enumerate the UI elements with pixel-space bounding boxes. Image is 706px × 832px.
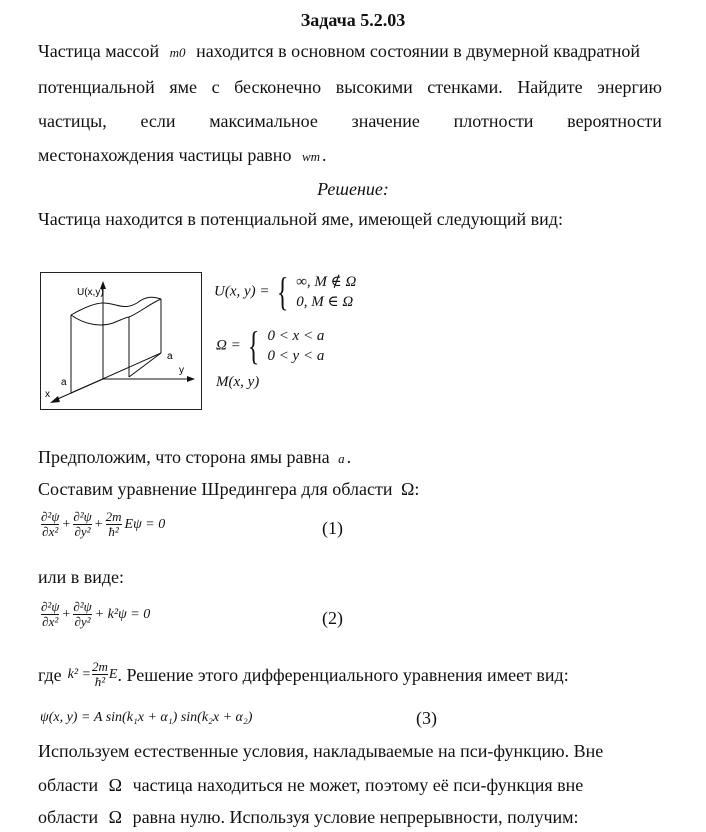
numerator: ∂²ψ — [73, 599, 92, 614]
well-description: Частица находится в потенциальной яме, имеющей следующий вид: — [38, 209, 563, 229]
potential-cases — [296, 272, 356, 312]
equation-1 — [40, 510, 165, 539]
fraction-2m-hbar2 — [92, 660, 108, 689]
region-cases — [267, 326, 324, 366]
numerator: ∂²ψ — [41, 509, 60, 524]
problem-line-1 — [38, 40, 662, 64]
potential-definition — [214, 269, 357, 314]
energy-symbol: E — [108, 666, 118, 682]
conditions-line-2 — [38, 774, 662, 796]
or-form-line: или в виде: — [38, 567, 125, 587]
numerator: ∂²ψ — [41, 599, 60, 614]
top-surface-front — [71, 315, 129, 325]
text-fragment: равна нулю. Используя условие непрерывности, получим: — [132, 807, 579, 827]
denominator: ħ² — [94, 674, 106, 689]
where-line — [38, 660, 662, 689]
potential-lhs: U(x, y) = — [214, 283, 270, 300]
omega-symbol: Ω — [400, 479, 415, 499]
word: стенками. — [427, 77, 503, 97]
word: плотности — [453, 111, 534, 131]
numerator: 2m — [105, 509, 122, 524]
denominator: ħ² — [108, 524, 119, 539]
conditions-line-3 — [38, 806, 662, 828]
potential-well-figure — [40, 272, 202, 410]
where-word: где — [38, 664, 62, 685]
omega-symbol: Ω — [108, 775, 123, 795]
word: бесконечно — [234, 77, 322, 97]
word: энергию — [597, 77, 662, 97]
potential-case-infinite: ∞, M ∉ Ω — [296, 274, 357, 290]
denominator: ∂x² — [42, 524, 59, 539]
text-fragment: области — [38, 807, 99, 827]
side-a-right-label: a — [167, 351, 173, 362]
assume-line — [38, 446, 662, 470]
text-fragment: . Решение этого дифференциального уравнения имеет вид: — [117, 664, 569, 685]
colon: : — [414, 479, 420, 499]
y-axis-arrow — [187, 376, 195, 382]
conditions-line-1: Используем естественные условия, накладываемые на пси-функцию. Вне — [38, 741, 604, 761]
omega-symbol: Ω — [108, 807, 123, 827]
word: частицы, — [38, 111, 107, 131]
word: максимальное — [209, 111, 318, 131]
point-definition: M(x, y) — [216, 374, 260, 390]
word: яме — [169, 77, 197, 97]
solution-heading: Решение: — [317, 179, 389, 199]
word: если — [140, 111, 176, 131]
word: высокими — [335, 77, 413, 97]
word: Найдите — [517, 77, 583, 97]
equation-3-number: (3) — [416, 708, 437, 728]
u-axis-label: U(x,y) — [77, 287, 104, 298]
text-fragment: местонахождения частицы равно — [38, 145, 292, 165]
equation-2-number: (2) — [322, 608, 343, 628]
text-fragment: Составим уравнение Шредингера для области — [38, 479, 393, 499]
text-fragment: частица находиться не может, поэтому её пси-функция вне — [132, 775, 584, 795]
period: . — [322, 145, 327, 165]
plus-sign: + — [62, 516, 71, 532]
equation-1-number: (1) — [322, 518, 343, 538]
text-fragment: области — [38, 775, 99, 795]
side-symbol: a — [338, 451, 345, 466]
region-x-bounds: 0 < x < a — [267, 328, 325, 344]
x-axis-label: x — [45, 389, 50, 400]
x-axis-arrow — [50, 396, 60, 403]
mass-symbol: m0 — [169, 45, 186, 60]
period: . — [346, 447, 352, 467]
equation-tail: Eψ = 0 — [124, 516, 166, 532]
equation-tail: + k²ψ = 0 — [94, 606, 151, 622]
top-surface-right — [129, 299, 161, 317]
max-density-symbol: wm — [301, 149, 321, 164]
fraction-2m-hbar2 — [106, 510, 122, 539]
equation-2 — [40, 600, 150, 629]
word: значение — [351, 111, 420, 131]
y-axis-label: y — [179, 365, 184, 376]
numerator: ∂²ψ — [73, 509, 92, 524]
text-fragment: Частица массой — [38, 41, 160, 61]
fraction-d2psi-dx2 — [41, 510, 59, 539]
denominator: ∂y² — [74, 614, 91, 629]
problem-line-3 — [38, 110, 662, 132]
potential-case-zero: 0, M ∈ Ω — [296, 294, 354, 310]
fraction-d2psi-dx2 — [41, 600, 59, 629]
problem-line-2 — [38, 76, 662, 98]
problem-line-4 — [38, 144, 662, 168]
base-front-edge — [71, 353, 161, 393]
text-fragment: находится в основном состоянии в двумерной квадратной — [196, 41, 641, 61]
region-y-bounds: 0 < y < a — [267, 348, 325, 364]
left-brace: { — [248, 323, 260, 368]
page-title: Задача 5.2.03 — [300, 10, 406, 30]
plus-sign: + — [94, 516, 103, 532]
schrodinger-line — [38, 478, 662, 500]
fraction-d2psi-dy2 — [73, 510, 91, 539]
denominator: ∂x² — [42, 614, 59, 629]
word: с — [211, 77, 220, 97]
plus-sign: + — [62, 606, 71, 622]
numerator: 2m — [92, 659, 108, 674]
text-fragment: Предположим, что сторона ямы равна — [38, 447, 330, 467]
fraction-d2psi-dy2 — [73, 600, 91, 629]
region-lhs: Ω = — [216, 337, 241, 354]
word: вероятности — [567, 111, 662, 131]
well-diagram — [41, 273, 201, 409]
word: потенциальной — [38, 77, 155, 97]
denominator: ∂y² — [74, 524, 91, 539]
region-definition — [216, 323, 325, 368]
left-brace: { — [277, 269, 289, 314]
equation-3: ψ(x, y) = A sin(k₁x + α₁) sin(k₂x + α₂) — [40, 710, 253, 725]
side-a-left-label: a — [61, 377, 67, 388]
k-squared: k² = — [67, 666, 91, 682]
